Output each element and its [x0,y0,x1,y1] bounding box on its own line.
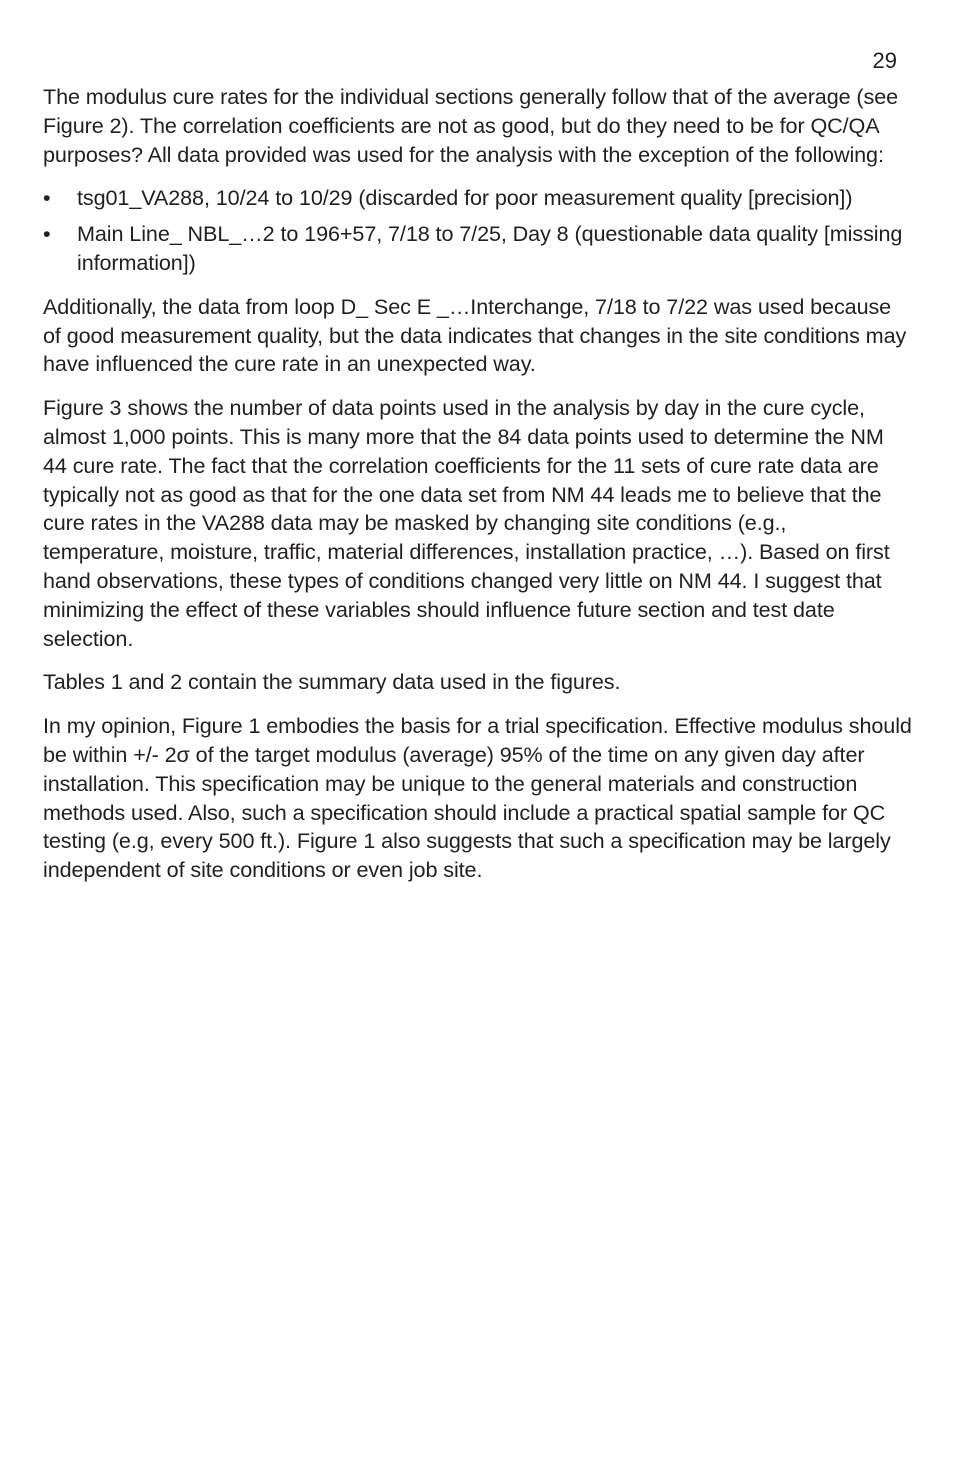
exception-list [43,184,913,277]
paragraph-tables: Tables 1 and 2 contain the summary data used in the figures. [43,669,621,695]
paragraph-specification: In my opinion, Figure 1 embodies the basis for a trial specification. Effective modulus should be within +/- 2σ of the target modulus (average) 95% of the time on any given day after installation. This specification may be unique to the general materials and construction methods used. Also, such a specification should include a practical spatial sample for QC testing (e.g, every 500 ft.). Figure 1 also suggests that such a specification may be largely independent of site conditions or even job site. [43,713,912,883]
page-number: 29 [872,48,897,73]
list-item [43,220,913,278]
bullet-icon: • [43,221,51,247]
paragraph-figure-3: Figure 3 shows the number of data points used in the analysis by day in the cure cycle, almost 1,000 points. This is many more that the 84 data points used to determine the NM 44 cure rate. The fact that the correlation coefficients for the 11 sets of cure rate data are typically not as good as that for the one data set from NM 44 leads me to believe that the cure rates in the VA288 data may be masked by changing site conditions (e.g., temperature, moisture, traffic, material differences, installation practice, …). Based on first hand observations, these types of conditions changed very little on NM 44. I suggest that minimizing the effect of these variables should influence future section and test date selection. [43,395,890,651]
body-text [43,83,913,900]
intro-paragraph: The modulus cure rates for the individual sections generally follow that of the average (see Figure 2). The correlation coefficients are not as good, but do they need to be for QC/QA purposes? All data provided was used for the analysis with the exception of the following: [43,84,899,167]
list-item-text: tsg01_VA288, 10/24 to 10/29 (discarded for poor measurement quality [precision]) [77,185,853,211]
paragraph-site-conditions: Additionally, the data from loop D_ Sec E _…Interchange, 7/18 to 7/22 was used because of good measurement quality, but the data indicates that changes in the site conditions may have influenced the cure rate in an unexpected way. [43,293,907,377]
bullet-icon: • [43,185,51,211]
list-item [43,184,913,213]
list-item-text: Main Line_ NBL_…2 to 196+57, 7/18 to 7/25, Day 8 (questionable data quality [missing information]) [77,221,903,275]
